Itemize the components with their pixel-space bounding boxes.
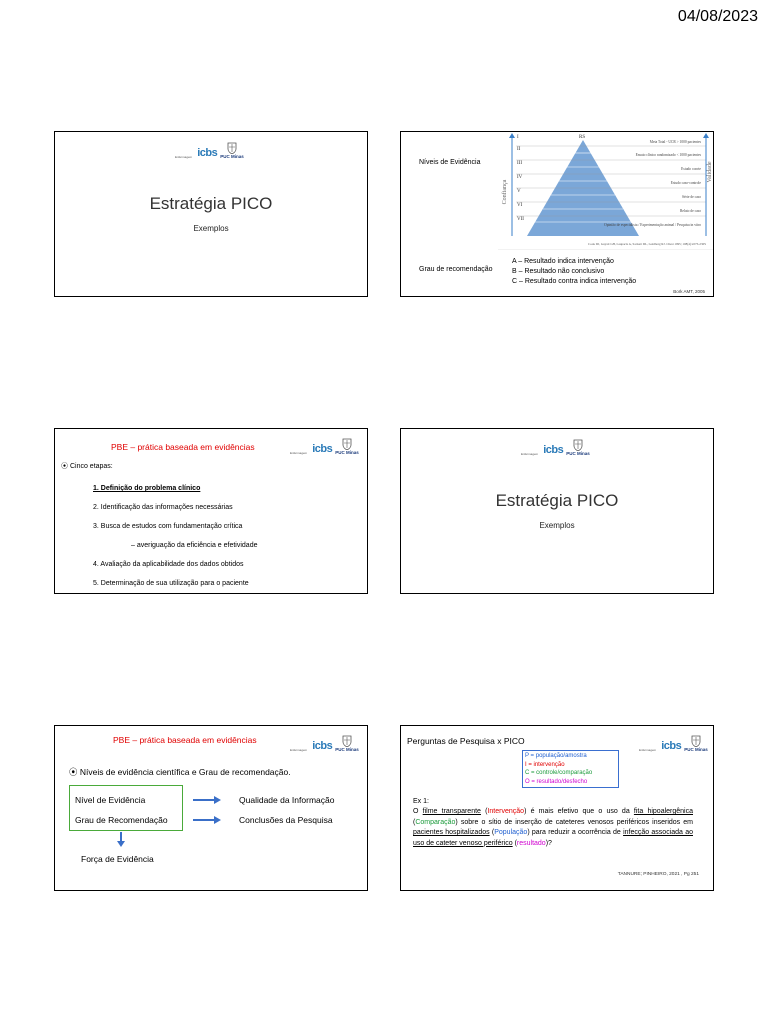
crest-icon	[342, 735, 352, 747]
crest-icon	[342, 438, 352, 450]
example-text: O filme transparente (Intervenção) é mais efetivo que o uso da fita hipoalergênica (Comparação) sobre o sítio de inserção de cateteres venosos periféricos inseridos em pacientes hospitalizados (População) para reduzir a ocorrência de infecção associada ao uso de cateter venoso periférico (resultado)?	[413, 808, 693, 847]
crest-icon	[691, 735, 701, 747]
example-label: Ex 1:	[413, 798, 429, 805]
puc-logo: PUC Minas	[684, 735, 708, 752]
slide-6	[400, 725, 714, 891]
legend-item: P = população/amostra	[525, 753, 587, 759]
puc-logo: PUC Minas	[566, 439, 590, 456]
pico-legend	[522, 750, 619, 788]
slide-title: PBE – prática baseada em evidências	[113, 735, 257, 745]
grade-item: C – Resultado contra indica intervenção	[512, 278, 637, 285]
outcome-term: infecção associada ao uso de cateter venoso periférico	[413, 829, 693, 847]
step-item: – averiguação da eficiência e efetividade	[131, 542, 258, 549]
population-term: pacientes hospitalizados	[413, 829, 490, 836]
level-description: Meta Total - UCR > 1000 pacientes	[649, 140, 701, 144]
slide-5	[54, 725, 368, 891]
logo: Enfermagem icbs PUC Minas	[290, 735, 359, 752]
outcome-tag: resultado	[516, 839, 546, 847]
box-item: Grau de Recomendação	[75, 815, 168, 825]
level-roman: I	[517, 135, 519, 140]
evidence-pyramid	[496, 132, 714, 250]
step-item: 1. Definição do problema clínico	[93, 485, 201, 492]
slide-2	[400, 131, 714, 297]
slide-title: PBE – prática baseada em evidências	[111, 442, 255, 452]
crest-icon	[573, 439, 583, 451]
result-item: Conclusões da Pesquisa	[239, 815, 333, 825]
grade-item: B – Resultado não conclusivo	[512, 268, 605, 275]
level-description: Relato de caso	[680, 209, 701, 213]
icbs-logo: icbs	[661, 740, 682, 752]
intervention-tag: Intervenção	[487, 808, 525, 815]
level-roman: III	[517, 161, 522, 166]
right-arrow-icon	[193, 796, 221, 804]
icbs-logo: icbs	[312, 443, 333, 455]
logo: Enfermagem icbs PUC Minas	[290, 438, 359, 455]
level-roman: IV	[517, 175, 523, 180]
level-description: Série de caso	[682, 195, 701, 199]
pyramid-citation: Cook DJ, Guyatt GH, Laupacis A, Sackett DL, Goldberg RJ. Chest 1995; 108(4):227S-230S	[588, 242, 706, 246]
steps-list	[93, 479, 257, 593]
pyramid-top-label: RS	[579, 135, 586, 140]
level-description: Ensaio clínico randomizado < 1000 pacientes	[635, 153, 701, 157]
grade-label: Grau de recomendação	[419, 266, 493, 273]
levels-label: Níveis de Evidência	[419, 159, 481, 166]
strength-label: Força de Evidência	[81, 854, 154, 864]
steps-intro: ⦿ Cinco etapas:	[61, 463, 113, 470]
logo: Enfermagem icbs PUC Minas	[521, 439, 590, 456]
slide-title: Perguntas de Pesquisa x PICO	[407, 736, 525, 746]
up-arrow-icon	[703, 133, 709, 138]
bullet-icon: ⦿	[61, 463, 70, 470]
left-axis-label: Confiança	[502, 179, 508, 205]
puc-logo: PUC Minas	[335, 438, 359, 455]
level-description: Estudo coorte	[681, 167, 701, 171]
slide-subtitle: Exemplos	[539, 521, 575, 530]
right-arrow-icon	[193, 816, 221, 824]
slide-title: Estratégia PICO	[149, 194, 273, 213]
legend-item: I = intervenção	[525, 761, 565, 768]
comparison-tag: Comparação	[415, 818, 456, 826]
slide-3	[54, 428, 368, 594]
step-item: 5. Determinação de sua utilização para o paciente	[93, 580, 249, 587]
up-arrow-icon	[509, 133, 515, 138]
logo: Enfermagem icbs PUC Minas	[175, 142, 244, 159]
slide-1	[54, 131, 368, 297]
down-arrow-icon	[116, 832, 126, 848]
legend-item: C = controle/comparação	[525, 770, 593, 776]
icbs-logo: icbs	[197, 147, 218, 159]
slide-title: Estratégia PICO	[495, 491, 619, 510]
slide-subtitle: Exemplos	[193, 224, 229, 233]
box-item: Nível de Evidência	[75, 795, 146, 805]
puc-logo: PUC Minas	[335, 735, 359, 752]
population-tag: População	[494, 829, 528, 836]
icbs-logo: icbs	[312, 740, 333, 752]
bullet-icon: ⦿	[69, 767, 80, 777]
slide-4	[400, 428, 714, 594]
icbs-logo: icbs	[543, 444, 564, 456]
slide-reference: Bork AMT, 2005	[673, 289, 705, 294]
bullet-text: ⦿ Níveis de evidência científica e Grau de recomendação.	[69, 767, 291, 777]
logo: Enfermagem icbs PUC Minas	[639, 735, 708, 752]
step-item: 3. Busca de estudos com fundamentação crítica	[93, 523, 243, 530]
grade-list	[512, 257, 636, 287]
level-roman: VI	[517, 203, 523, 208]
step-item: 2. Identificação das informações necessárias	[93, 504, 233, 511]
result-item: Qualidade da Informação	[239, 795, 335, 805]
level-description: Estudo caso-controle	[670, 181, 701, 185]
slide-reference: TANNURE; PINHEIRO, 2021 , Pg 251	[617, 872, 699, 877]
level-description: Opinião de especialista / Experimentação animal / Pesquisa in vitro	[604, 223, 701, 227]
puc-logo: PUC Minas	[220, 142, 244, 159]
crest-icon	[227, 142, 237, 154]
comparison-term: fita hipoalergênica	[633, 808, 693, 815]
right-axis-label: Validade	[707, 161, 713, 183]
intervention-term: filme transparente	[422, 808, 481, 815]
level-roman: V	[517, 189, 521, 194]
level-roman: VII	[517, 217, 524, 222]
grade-item: A – Resultado indica intervenção	[512, 258, 614, 265]
page-date: 04/08/2023	[677, 8, 758, 25]
legend-item: O = resultado/desfecho	[525, 778, 588, 785]
step-item: 4. Avaliação da aplicabilidade dos dados obtidos	[93, 561, 244, 568]
level-roman: II	[517, 147, 521, 152]
